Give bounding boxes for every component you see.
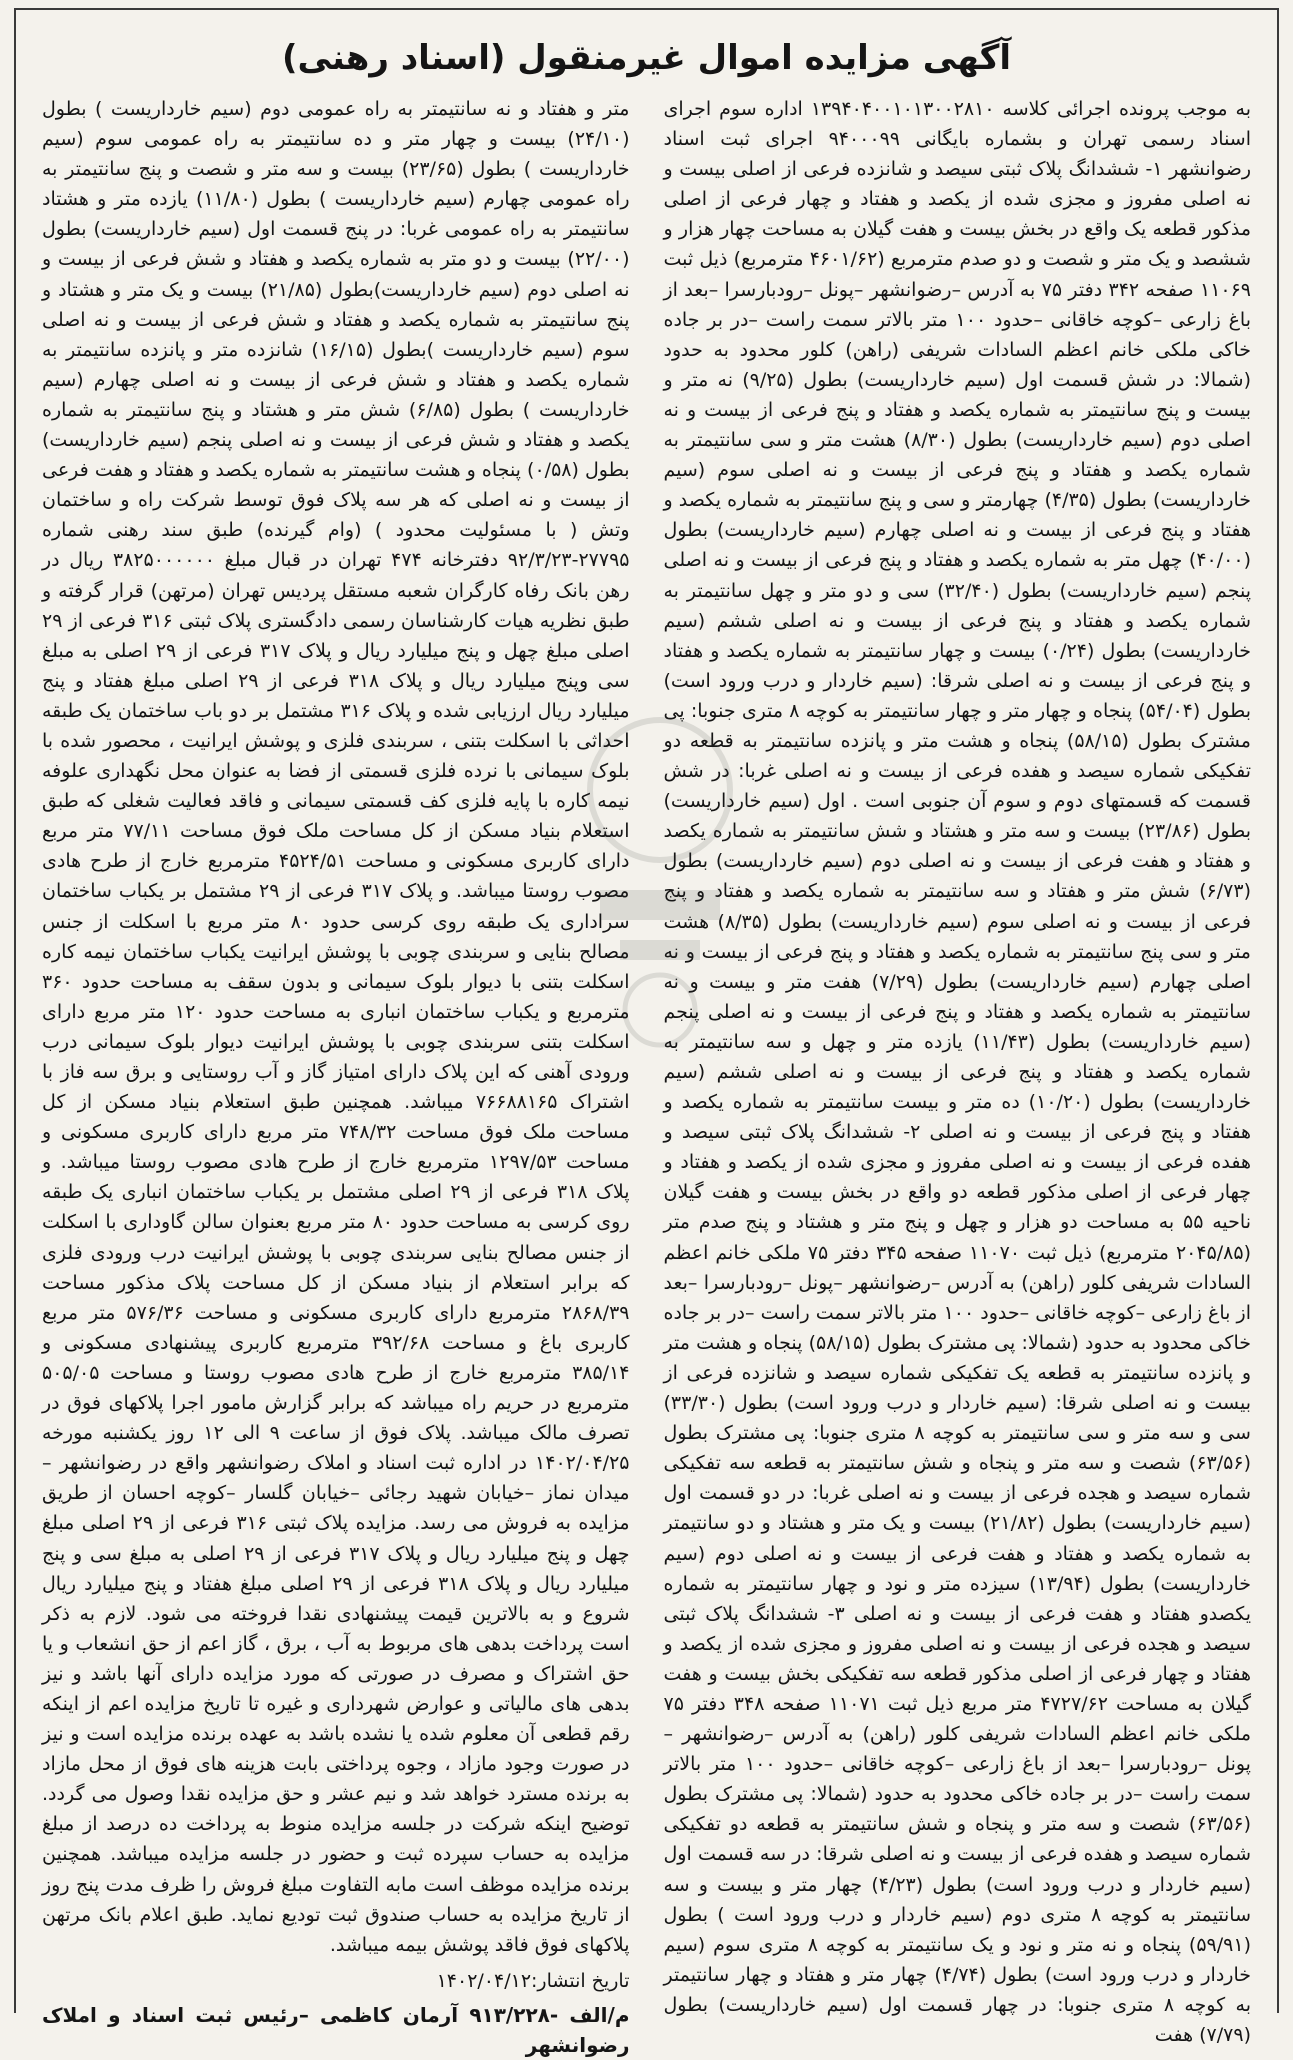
text-columns xyxy=(22,94,1271,2060)
signature-line: م/الف -۹۱۳/۲۲۸ آرمان کاظمی –رئیس ثبت اسناد و املاک رضوانشهر xyxy=(42,2002,630,2057)
publish-date: تاریخ انتشار:۱۴۰۲/۰۴/۱۲ xyxy=(436,1969,630,1992)
announcement-title: آگهی مزایده اموال غیرمنقول (اسناد رهنی) xyxy=(281,38,1012,78)
column-right xyxy=(664,94,1252,2060)
column-left-text: متر و هفتاد و نه سانتیمتر به راه عمومی دوم (سیم خارداریست ) بطول (۲۴/۱۰) بیست و چهار متر و ده سانتیمتر به راه عمومی سوم (سیم خارداریست ) بطول (۲۳/۶۵) بیست و سه متر و شصت و پنج سانتیمتر به راه عمومی چهارم (سیم خارداریست ) بطول (۱۱/۸۰) یازده متر و هشتاد سانتیمتر به راه عمومی غربا: در پنج قسمت اول (سیم خارداریست) بطول (۲۲/۰۰) بیست و دو متر به شماره یکصد و هفتاد و شش فرعی از بیست و نه اصلی دوم (سیم خارداریست)بطول (۲۱/۸۵) بیست و یک متر و هشتاد و پنج سانتیمتر به شماره یکصد و هفتاد و شش فرعی از بیست و نه اصلی سوم (سیم خارداریست )بطول (۱۶/۱۵) شانزده متر و پانزده سانتیمتر به شماره یکصد و هفتاد و شش فرعی از بیست و نه اصلی چهارم (سیم خارداریست ) بطول (۶/۸۵) شش متر و هشتاد و پنج سانتیمتر به شماره یکصد و هفتاد و شش فرعی از بیست و نه اصلی پنجم (سیم خارداریست) بطول (۰/۵۸) پنجاه و هشت سانتیمتر به شماره یکصد و هفتاد و هفت فرعی از بیست و نه اصلی که هر سه پلاک فوق توسط شرکت راه و ساختمان وتش ( با مسئولیت محدود ) (وام گیرنده) طبق سند رهنی شماره ۲۷۷۹۵-۹۲/۳/۲۳ دفترخانه ۴۷۴ تهران در قبال مبلغ ۳۸۲۵۰۰۰۰۰۰ ریال در رهن بانک رفاه کارگران شعبه مستقل پردیس تهران (مرتهن) قرار گرفته و طبق نظریه هیات کارشناسان رسمی دادگستری پلاک ثبتی ۳۱۶ فرعی از ۲۹ اصلی مبلغ چهل و پنج میلیارد ریال و پلاک ۳۱۷ فرعی از ۲۹ اصلی به مبلغ سی وپنج میلیارد ریال و پلاک ۳۱۸ فرعی از ۲۹ اصلی مبلغ هفتاد و پنج میلیارد ریال ارزیابی شده و پلاک ۳۱۶ مشتمل بر دو باب ساختمان یک طبقه احداثی با اسکلت بتنی ، سربندی فلزی و پوشش ایرانیت ، محصور شده با بلوک سیمانی با نرده فلزی قسمتی از فضا به عنوان محل نگهداری علوفه نیمه کاره با پایه فلزی کف قسمتی سیمانی و فاقد فعالیت شغلی که طبق استعلام بنیاد مسکن از کل مساحت ملک فوق مساحت ۷۷/۱۱ متر مربع دارای کاربری مسکونی و مساحت ۴۵۲۴/۵۱ مترمربع خارج از طرح هادی مصوب روستا میباشد. و پلاک ۳۱۷ فرعی از ۲۹ مشتمل بر یکباب ساختمان سراداری یک طبقه روی کرسی حدود ۸۰ متر مربع با اسکلت از جنس مصالح بنایی و سربندی چوبی با پوشش ایرانیت یکباب ساختمان نیمه کاره اسکلت بتنی با دیوار بلوک سیمانی و بدون سقف به مساحت حدود ۳۶۰ مترمربع و یکباب ساختمان انباری به مساحت حدود ۱۲۰ متر مربع دارای اسکلت بتنی سربندی چوبی با پوشش ایرانیت دیوار بلوک سیمانی درب ورودی آهنی که این پلاک دارای امتیاز گاز و آب روستایی و برق سه فاز با اشتراک ۷۶۶۸۸۱۶۵ میباشد. همچنین طبق استعلام بنیاد مسکن از کل مساحت ملک فوق مساحت ۷۴۸/۳۲ متر مربع دارای کاربری مسکونی و مساحت ۱۲۹۷/۵۳ مترمربع خارج از طرح هادی مصوب روستا میباشد. و پلاک ۳۱۸ فرعی از ۲۹ اصلی مشتمل بر یکباب ساختمان انباری یک طبقه روی کرسی به مساحت حدود ۸۰ متر مربع بعنوان سالن گاوداری با اسکلت از جنس مصالح بنایی سربندی چوبی با پوشش ایرانیت درب ورودی فلزی که برابر استعلام از بنیاد مسکن از کل مساحت پلاک مذکور مساحت ۲۸۶۸/۳۹ مترمربع دارای کاربری مسکونی و مساحت ۵۷۶/۳۶ متر مربع کاربری باغ و مساحت ۳۹۲/۶۸ مترمربع کاربری پیشنهادی مسکونی و ۳۸۵/۱۴ مترمربع خارج از طرح هادی مصوب روستا و مساحت ۵۰۵/۰۵ مترمربع در حریم راه میباشد که برابر گزارش مامور اجرا پلاکهای فوق در تصرف مالک میباشد. پلاک فوق از ساعت ۹ الی ۱۲ روز یکشنبه مورخه ۱۴۰۲/۰۴/۲۵ در اداره ثبت اسناد و املاک رضوانشهر واقع در رضوانشهر –میدان نماز –خیابان شهید رجائی –خیابان گلسار –کوچه احسان از طریق مزایده به فروش می رسد. مزایده پلاک ثبتی ۳۱۶ فرعی از ۲۹ اصلی مبلغ چهل و پنج میلیارد ریال و پلاک ۳۱۷ فرعی از ۲۹ اصلی به مبلغ سی و پنج میلیارد ریال و پلاک ۳۱۸ فرعی از ۲۹ اصلی مبلغ هفتاد و پنج میلیارد ریال شروع و به بالاترین قیمت پیشنهادی نقدا فروخته می شود. لازم به ذکر است پرداخت بدهی های مربوط به آب ، برق ، گاز اعم از حق انشعاب و یا حق اشتراک و مصرف در صورتی که مورد مزایده دارای آنها باشد و نیز بدهی های مالیاتی و عوارض شهرداری و غیره تا تاریخ مزایده اعم از اینکه رقم قطعی آن معلوم شده یا نشده باشد به عهده برنده مزایده است و نیز در صورت وجود مازاد ، وجوه پرداختی بابت هزینه های فوق از محل مازاد به برنده مسترد خواهد شد و نیم عشر و حق مزایده نقدا وصول می گردد. توضیح اینکه شرکت در جلسه مزایده منوط به پرداخت ده درصد از مبلغ مزایده به حساب سپرده ثبت و حضور در جلسه مزایده میباشد. همچنین برنده مزایده موظف است مابه التفاوت مبلغ فروش را ظرف مدت پنج روز از تاریخ مزایده به حساب صندوق ثبت تودیع نماید. طبق اعلام بانک مرتهن پلاکهای فوق فاقد پوشش بیمه میباشد. xyxy=(42,98,630,1956)
column-left xyxy=(42,94,630,2060)
column-right-text: به موجب پرونده اجرائی کلاسه ۱۳۹۴۰۴۰۰۱۰۱۳۰۰۲۸۱۰ اداره سوم اجرای اسناد رسمی تهران و بشماره بایگانی ۹۴۰۰۰۹۹ اجرای ثبت اسناد رضوانشهر ۱- ششدانگ پلاک ثبتی سیصد و شانزده فرعی از اصلی بیست و نه اصلی مفروز و مجزی شده از یکصد و هفتاد و چهار فرعی از اصلی مذکور قطعه یک واقع در بخش بیست و هفت گیلان به مساحت چهار هزار و ششصد و یک متر و شصت و دو صدم مترمربع (۴۶۰۱/۶۲ مترمربع) ذیل ثبت ۱۱۰۶۹ صفحه ۳۴۲ دفتر ۷۵ به آدرس –رضوانشهر –پونل –رودبارسرا –بعد از باغ زارعی –کوچه خاقانی –حدود ۱۰۰ متر بالاتر سمت راست –در بر جاده خاکی ملکی خانم اعظم السادات شریفی (راهن) کلور محدود به حدود (شمالا: در شش قسمت اول (سیم خارداریست) بطول (۹/۲۵) نه متر و بیست و پنج سانتیمتر به شماره یکصد و هفتاد و پنج فرعی از بیست و نه اصلی دوم (سیم خارداریست) بطول (۸/۳۰) هشت متر و سی سانتیمتر به شماره یکصد و هفتاد و پنج فرعی از بیست و نه اصلی سوم (سیم خارداریست) بطول (۴/۳۵) چهارمتر و سی و پنج سانتیمتر به شماره یکصد و هفتاد و پنج فرعی از بیست و نه اصلی چهارم (سیم خارداریست) بطول (۴۰/۰۰) چهل متر به شماره یکصد و هفتاد و پنج فرعی از بیست و نه اصلی پنجم (سیم خارداریست) بطول (۳۲/۴۰) سی و دو متر و چهل سانتیمتر به شماره یکصد و هفتاد و پنج فرعی از بیست و نه اصلی ششم (سیم خارداریست) بطول (۰/۲۴) بیست و چهار سانتیمتر به شماره یکصد و هفتاد و پنج فرعی از بیست و نه اصلی شرقا: (سیم خاردار و درب ورود است) بطول (۵۴/۰۴) پنجاه و چهار متر و چهار سانتیمتر به کوچه ۸ متری جنوبا: پی مشترک بطول (۵۸/۱۵) پنجاه و هشت متر و پانزده سانتیمتر به قطعه دو تفکیکی شماره سیصد و هفده فرعی از بیست و نه اصلی غربا: در شش قسمت که قسمتهای دوم و سوم آن جنوبی است . اول (سیم خارداریست) بطول (۲۳/۸۶) بیست و سه متر و هشتاد و شش سانتیمتر به شماره یکصد و هفتاد و هفت فرعی از بیست و نه اصلی دوم (سیم خارداریست) بطول (۶/۷۳) شش متر و هفتاد و سه سانتیمتر به شماره یکصد و هفتاد و پنج فرعی از بیست و نه اصلی سوم (سیم خارداریست) بطول (۸/۳۵) هشت متر و سی پنج سانتیمتر به شماره یکصد و هفتاد و پنج فرعی از بیست و نه اصلی چهارم (سیم خارداریست) بطول (۷/۲۹) هفت متر و بیست و نه سانتیمتر به شماره یکصد و هفتاد و پنج فرعی از بیست و نه اصلی پنجم (سیم خارداریست) بطول (۱۱/۴۳) یازده متر و چهل و سه سانتیمتر به شماره یکصد و هفتاد و پنج فرعی از بیست و نه اصلی ششم (سیم خارداریست) بطول (۱۰/۲۰) ده متر و بیست سانتیمتر به شماره یکصد و هفتاد و پنج فرعی از بیست و نه اصلی ۲- ششدانگ پلاک ثبتی سیصد و هفده فرعی از بیست و نه اصلی مفروز و مجزی شده از یکصد و هفتاد و چهار فرعی از اصلی مذکور قطعه دو واقع در بخش بیست و هفت گیلان ناحیه ۵۵ به مساحت دو هزار و چهل و پنج متر و هشتاد و پنج صدم متر (۲۰۴۵/۸۵ مترمربع) ذیل ثبت ۱۱۰۷۰ صفحه ۳۴۵ دفتر ۷۵ ملکی خانم اعظم السادات شریفی کلور (راهن) به آدرس –رضوانشهر –پونل –رودبارسرا –بعد از باغ زارعی –کوچه خاقانی –حدود ۱۰۰ متر بالاتر سمت راست –در بر جاده خاکی محدود به حدود (شمالا: پی مشترک بطول (۵۸/۱۵) پنجاه و هشت متر و پانزده سانتیمتر به قطعه یک تفکیکی شماره سیصد و شانزده فرعی از بیست و نه اصلی شرقا: (سیم خاردار و درب ورود است) بطول (۳۳/۳۰) سی و سه متر و سی سانتیمتر به کوچه ۸ متری جنوبا: پی مشترک بطول (۶۳/۵۶) شصت و سه متر و پنجاه و شش سانتیمتر به قطعه سه تفکیکی شماره سیصد و هجده فرعی از بیست و نه اصلی غربا: در دو قسمت اول (سیم خارداریست) بطول (۲۱/۸۲) بیست و یک متر و هشتاد و دو سانتیمتر به شماره یکصد و هفتاد و هفت فرعی از بیست و نه اصلی دوم (سیم خارداریست) بطول (۱۳/۹۴) سیزده متر و نود و چهار سانتیمتر به شماره یکصدو هفتاد و هفت فرعی از بیست و نه اصلی ۳- ششدانگ پلاک ثبتی سیصد و هجده فرعی از بیست و نه اصلی مفروز و مجزی شده از یکصد و هفتاد و چهار فرعی از اصلی مذکور قطعه سه تفکیکی بخش بیست و هفت گیلان به مساحت ۴۷۲۷/۶۲ متر مربع ذیل ثبت ۱۱۰۷۱ صفحه ۳۴۸ دفتر ۷۵ ملکی خانم اعظم السادات شریفی کلور (راهن) به آدرس –رضوانشهر –پونل –رودبارسرا –بعد از باغ زارعی –کوچه خاقانی –حدود ۱۰۰ متر بالاتر سمت راست –در بر جاده خاکی محدود به حدود (شمالا: پی مشترک بطول (۶۳/۵۶) شصت و سه متر و پنجاه و شش سانتیمتر به قطعه دو تفکیکی شماره سیصد و هفده فرعی از بیست و نه اصلی شرقا: در سه قسمت اول (سیم خاردار و درب ورود است) بطول (۴/۲۳) چهار متر و بیست و سه سانتیمتر به کوچه ۸ متری دوم (سیم خاردار و درب ورود است ) بطول (۵۹/۹۱) پنجاه و نه متر و نود و یک سانتیمتر به کوچه ۸ متری سوم (سیم خاردار و درب ورود است) بطول (۴/۷۴) چهار متر و هفتاد و چهار سانتیمتر به کوچه ۸ متری جنوبا: در چهار قسمت اول (سیم خارداریست) بطول (۷/۷۹) هفت xyxy=(663,98,1252,2046)
